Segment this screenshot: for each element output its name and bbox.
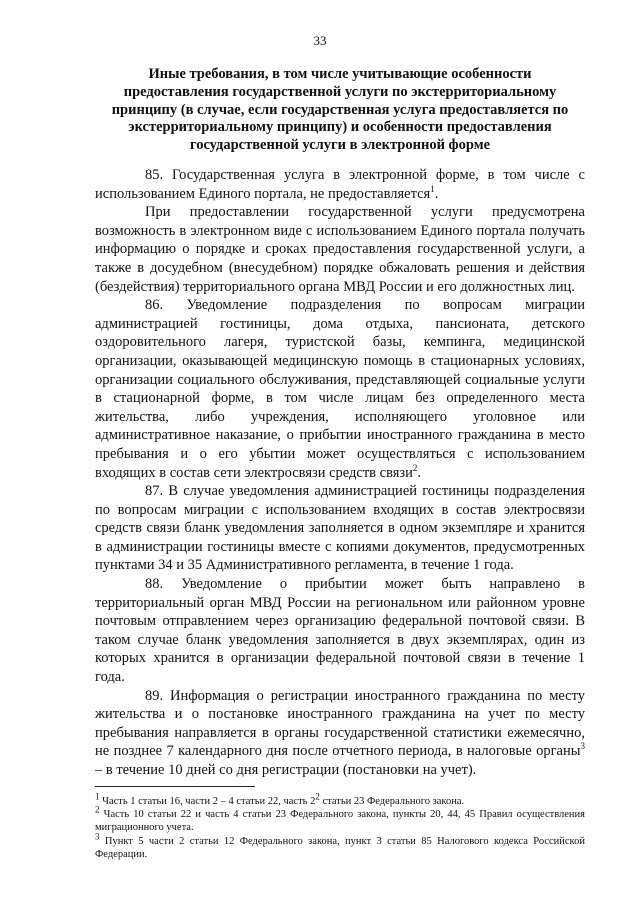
footnote-mark: 3 bbox=[95, 831, 100, 842]
footnotes bbox=[95, 791, 585, 861]
footnote-text-tail: статьи 23 Федерального закона. bbox=[319, 796, 465, 807]
paragraph-87 bbox=[95, 482, 585, 575]
footnote-divider bbox=[95, 786, 255, 787]
document-body bbox=[95, 166, 585, 780]
footnote-1 bbox=[95, 791, 585, 808]
paragraph-89 bbox=[95, 687, 585, 780]
footnote-mark: 2 bbox=[95, 804, 100, 815]
footnote-2 bbox=[95, 804, 585, 834]
paragraph-86 bbox=[95, 296, 585, 482]
paragraph-85-continued bbox=[95, 203, 585, 296]
paragraph-tail: . bbox=[417, 464, 422, 481]
footnote-text: Часть 1 статьи 16, части 2 – 4 статьи 22, часть 2 bbox=[99, 796, 316, 807]
page-number: 33 bbox=[313, 33, 327, 48]
paragraph-85 bbox=[95, 166, 585, 203]
paragraph-text: 88. Уведомление о прибытии может быть направлено в территориальный орган МВД России на региональном или районном уровне почтовым отправлением через организацию федеральной почтовой связи. В таком случае бланк уведомления заполняется в двух экземплярах, один из которых хранится в организации федеральной почтовой связи в течение 1 года. bbox=[95, 576, 585, 686]
paragraph-text: 85. Государственная услуга в электронной форме, в том числе с использованием Единого портала, не предоставляется bbox=[95, 167, 585, 202]
section-heading: Иные требования, в том числе учитывающие особенности предоставления государственной услуги по экстерриториальному принципу (в случае, если государственная услуга предоставляется по экстерриториальному принципу) и особенности предоставления государственной услуги в электронной форме bbox=[111, 66, 569, 154]
footnote-mark: 1 bbox=[95, 791, 100, 802]
paragraph-tail: – в течение 10 дней со дня регистрации (постановки на учет). bbox=[95, 762, 477, 778]
footnote-text: Часть 10 статьи 22 и часть 4 статьи 23 Федерального закона, пункты 20, 44, 45 Правил осуществления миграционного учета. bbox=[95, 809, 585, 834]
paragraph-text: 87. В случае уведомления администрацией гостиницы подразделения по вопросам миграции с использованием входящих в состав электросвязи средств связи бланк уведомления заполняется в одном экземпляре и хранится в администрации гостиницы вместе с копиями документов, предусмотренных пунктами 34 и 35 Административного регламента, в течение 1 года. bbox=[95, 483, 585, 574]
footnote-text: Пункт 5 части 2 статьи 12 Федерального закона, пункт 3 статьи 85 Налогового кодекса Российской Федерации. bbox=[95, 835, 585, 860]
footnote-ref: 2 bbox=[412, 462, 418, 473]
paragraph-text: 86. Уведомление подразделения по вопросам миграции администрацией гостиницы, дома отдыха, пансионата, детского оздоровительного лагеря, туристской базы, кемпинга, медицинской организации, оказывающей медицинскую помощь в стационарных условиях, организации социального обслуживания, представляющей социальные услуги в стационарной форме, в том числе лицам без определенного места жительства, либо учреждения, исполняющего уголовное или административное наказание, о прибытии иностранного гражданина в место пребывания и о его убытии может осуществляться с использованием входящих в состав сети электросвязи средств связи bbox=[95, 297, 585, 481]
footnote-ref: 3 bbox=[580, 741, 585, 752]
footnote-3 bbox=[95, 831, 585, 861]
paragraph-text: 89. Информация о регистрации иностранного гражданина по месту жительства и о постановке иностранного гражданина на учет по месту пребывания направляется в органы государственной статистики ежемесячно, не позднее 7 календарного дня после отчетного периода, в налоговые органы bbox=[95, 687, 585, 760]
footnote-inner-sup: 2 bbox=[315, 791, 320, 802]
paragraph-text: При предоставлении государственной услуги предусмотрена возможность в электронном виде с использованием Единого портала получать информацию о порядке и сроках предоставления государственной услуги, а также в досудебном (внесудебном) порядке обжаловать решения и действия (бездействия) территориального органа МВД России и его должностных лиц. bbox=[95, 204, 585, 295]
footnote-ref: 1 bbox=[430, 183, 435, 194]
paragraph-tail: . bbox=[434, 185, 439, 202]
paragraph-88 bbox=[95, 575, 585, 687]
